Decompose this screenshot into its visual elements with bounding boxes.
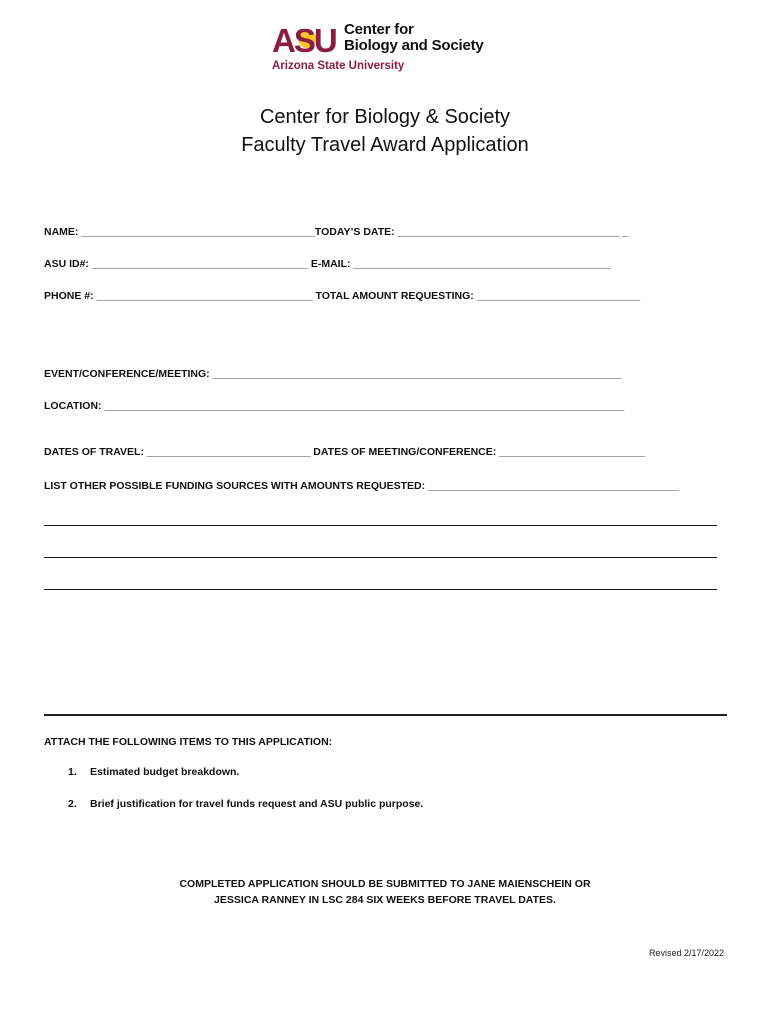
funding-blank-line[interactable] [44,589,717,590]
asuid-email-field[interactable]: ASU ID#: _____________________________________ E-MAIL: ____________________________________________ [44,258,611,270]
page-subtitle: Faculty Travel Award Application [241,134,529,156]
name-date-field[interactable]: NAME: ________________________________________TODAY’S DATE: ______________________________________ _ [44,226,629,238]
list-item-number: 1. [68,766,77,778]
list-item [68,798,423,810]
university-name: Arizona State University [272,60,405,72]
list-item-text: Estimated budget breakdown. [90,766,240,778]
cbs-logo [272,20,512,76]
list-item-text: Brief justification for travel funds request and ASU public purpose. [90,798,424,810]
event-field[interactable]: EVENT/CONFERENCE/MEETING: ______________________________________________________________________ [44,368,622,380]
funding-blank-line[interactable] [44,525,717,526]
attach-heading: ATTACH THE FOLLOWING ITEMS TO THIS APPLICATION: [44,736,333,748]
funding-blank-line[interactable] [44,557,717,558]
phone-amount-field[interactable]: PHONE #: _____________________________________ TOTAL AMOUNT REQUESTING: ____________________________ [44,290,641,302]
submission-instructions: COMPLETED APPLICATION SHOULD BE SUBMITTED TO JANE MAIENSCHEIN OR JESSICA RANNEY IN LSC 284 SIX WEEKS BEFORE TRAVEL DATES. [179,878,591,906]
funding-sources-field[interactable]: LIST OTHER POSSIBLE FUNDING SOURCES WITH AMOUNTS REQUESTED: ___________________________________________ [44,480,680,492]
list-item [68,766,239,778]
asu-sunburst-logo-icon [272,22,340,56]
list-item-number: 2. [68,798,77,810]
section-divider [44,714,727,716]
page-title: Center for Biology & Society [259,106,511,128]
svg-text:ASU: ASU [272,22,336,56]
travel-dates-field[interactable]: DATES OF TRAVEL: ____________________________ DATES OF MEETING/CONFERENCE: _________________________ [44,446,646,458]
revision-date: Revised 2/17/2022 [648,948,724,958]
center-name: Center for Biology and Society [344,21,484,54]
location-field[interactable]: LOCATION: _________________________________________________________________________________________ [44,400,625,412]
